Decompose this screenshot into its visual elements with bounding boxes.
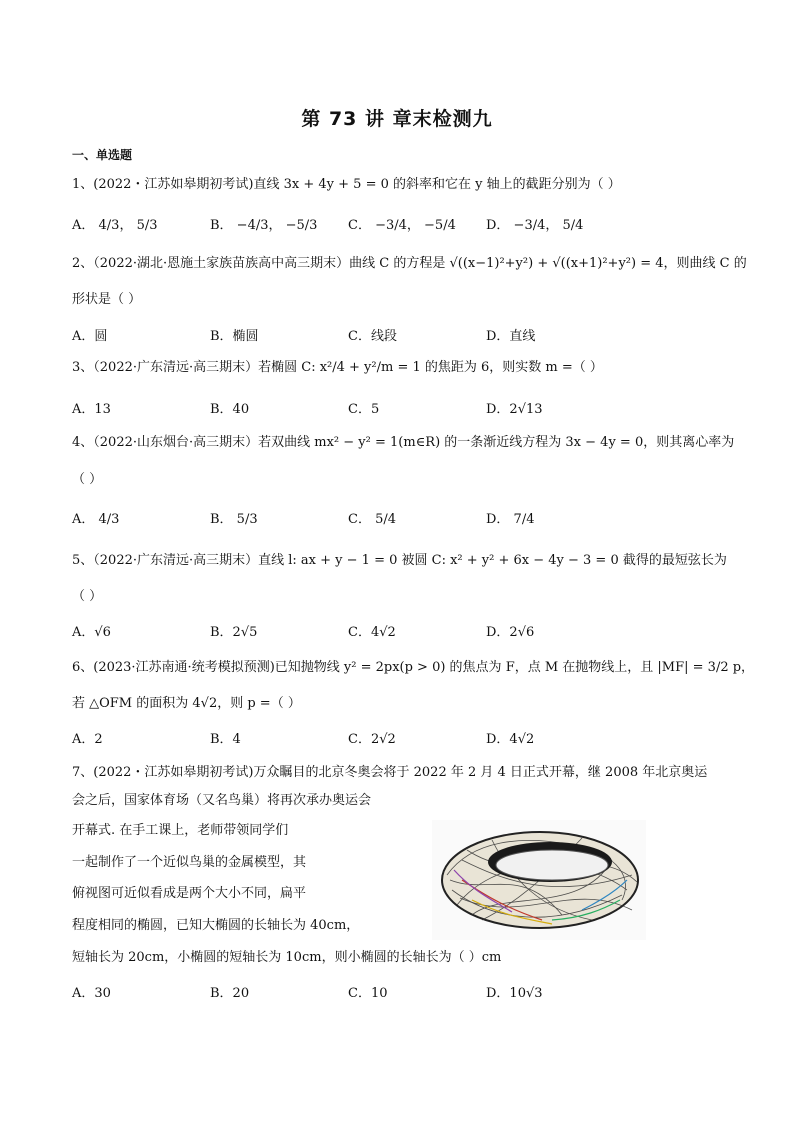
option-d: D．直线 [486,329,536,344]
section-heading: 一、单选题 [72,148,133,162]
option-b: B． −4/3， −5/3 [210,218,318,233]
question-7-text-cont: 一起制作了一个近似鸟巢的金属模型，其 [72,855,307,870]
option-a: A． 4/3， 5/3 [72,218,158,233]
option-d: D．4√2 [486,732,535,747]
option-b: B．椭圆 [210,329,259,344]
option-a: A．√6 [72,625,111,640]
option-b: B．4 [210,732,241,747]
option-d: D．2√13 [486,402,543,417]
question-3-text: 3、（2022·广东清远·高三期末）若椭圆 C: x²/4 + y²/m = 1 的焦距为 6，则实数 m =（ ） [72,360,603,375]
option-c: C． −3/4， −5/4 [348,218,456,233]
option-d: D．2√6 [486,625,535,640]
question-2-text-cont: 形状是（ ） [72,292,142,307]
question-5-text: 5、（2022·广东清远·高三期末）直线 l: ax + y − 1 = 0 被圆 C: x² + y² + 6x − 4y − 3 = 0 截得的最短弦长为 [72,553,727,568]
question-7-text: 7、(2022・江苏如皋期初考试)万众瞩目的北京冬奥会将于 2022 年 2 月 4 日正式开幕，继 2008 年北京奥运 [72,765,708,780]
question-7-text-cont: 俯视图可近似看成是两个大小不同，扁平 [72,886,307,901]
question-2-text: 2、（2022·湖北·恩施土家族苗族高中高三期末）曲线 C 的方程是 √((x−1)²+y²) + √((x+1)²+y²) = 4，则曲线 C 的 [72,256,747,271]
question-6-text-cont: 若 △OFM 的面积为 4√2，则 p =（ ） [72,696,301,711]
option-b: B．2√5 [210,625,258,640]
question-4-text-cont: （ ） [72,472,103,487]
option-b: B． 5/3 [210,512,258,527]
option-c: C．线段 [348,329,397,344]
option-c: C．4√2 [348,625,396,640]
option-d: D． 7/4 [486,512,535,527]
option-c: C． 5/4 [348,512,397,527]
question-5-text-cont: （ ） [72,589,103,604]
option-d: D．10√3 [486,986,543,1001]
birds-nest-model-image [432,820,646,940]
question-6-text: 6、(2023·江苏南通·统考模拟预测)已知抛物线 y² = 2px(p > 0) 的焦点为 F，点 M 在抛物线上，且 |MF| = 3/2 p， [72,660,755,675]
option-a: A．30 [72,986,111,1001]
option-a: A．13 [72,402,111,417]
question-7-text-cont: 会之后，国家体育场（又名鸟巢）将再次承办奥运会 [72,793,372,808]
question-7-text-cont: 程度相同的椭圆，已知大椭圆的长轴长为 40cm， [72,918,360,933]
option-b: B．20 [210,986,250,1001]
question-4-text: 4、（2022·山东烟台·高三期末）若双曲线 mx² − y² = 1(m∈R) 的一条渐近线方程为 3x − 4y = 0，则其离心率为 [72,435,735,450]
option-a: A．2 [72,732,103,747]
option-c: C．2√2 [348,732,396,747]
page-title: 第 73 讲 章末检测九 [301,108,493,130]
option-d: D． −3/4， 5/4 [486,218,584,233]
option-c: C．10 [348,986,388,1001]
question-7-text-cont: 开幕式. 在手工课上，老师带领同学们 [72,823,289,838]
option-c: C．5 [348,402,380,417]
question-1-text: 1、(2022・江苏如皋期初考试)直线 3x + 4y + 5 = 0 的斜率和它在 y 轴上的截距分别为（ ） [72,177,621,192]
option-a: A．圆 [72,329,108,344]
option-b: B．40 [210,402,250,417]
option-a: A． 4/3 [72,512,120,527]
question-7-text-cont: 短轴长为 20cm，小椭圆的短轴长为 10cm，则小椭圆的长轴长为（ ）cm [72,950,502,965]
